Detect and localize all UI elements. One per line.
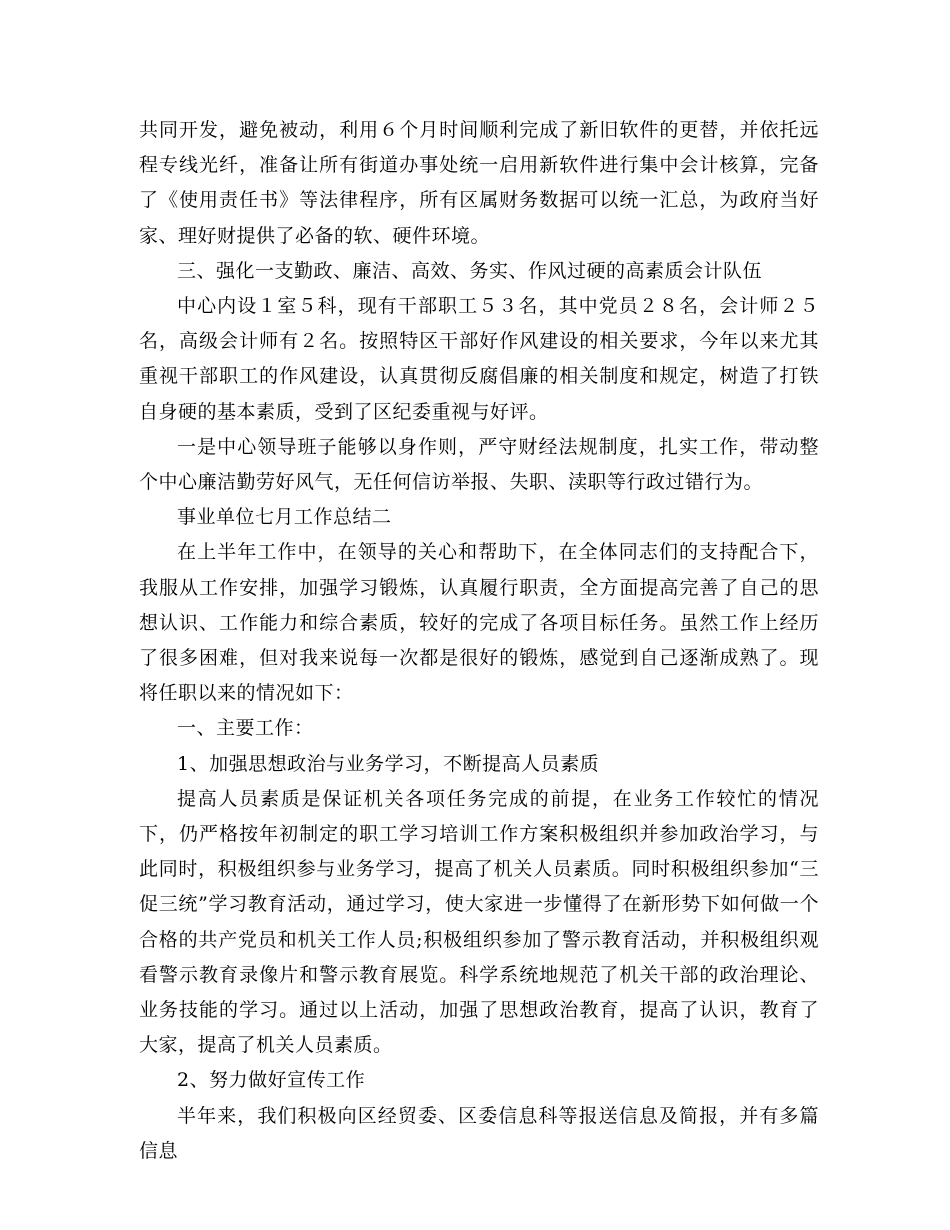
paragraph-intro: 在上半年工作中，在领导的关心和帮助下，在全体同志们的支持配合下，我服从工作安排，加强学习锻炼，认真履行职责，全方面提高完善了自己的思想认识、工作能力和综合素质，较好的完成了各项目标任务。虽然工作上经历了很多困难，但对我来说每一次都是很好的锻炼，感觉到自己逐渐成熟了。现将任职以来的情况如下： <box>139 541 819 705</box>
paragraph-leadership: 一是中心领导班子能够以身作则，严守财经法规制度，扎实工作，带动整个中心廉洁勤劳好风气，无任何信访举报、失职、渎职等行政过错行为。 <box>139 435 819 494</box>
paragraph-study: 提高人员素质是保证机关各项任务完成的前提，在业务工作较忙的情况下，仍严格按年初制定的职工学习培训工作方案积极组织并参加政治学习，与此同时，积极组织参与业务学习，提高了机关人员素质。同时积极组织参加“三促三统”学习教育活动，通过学习，使大家进一步懂得了在新形势下如何做一个合格的共产党员和机关工作人员;积极组织参加了警示教育活动，并积极组织观看警示教育录像片和警示教育展览。科学系统地规范了机关干部的政治理论、业务技能的学习。通过以上活动，加强了思想政治教育，提高了认识，教育了大家，提高了机关人员素质。 <box>139 787 819 1057</box>
section-heading-main-work: 一、主要工作： <box>177 717 314 740</box>
section-heading-accounting-team: 三、强化一支勤政、廉洁、高效、务实、作风过硬的高素质会计队伍 <box>177 259 763 282</box>
paragraph-staff-composition: 中心内设１室５科，现有干部职工５３名，其中党员２８名，会计师２５名，高级会计师有２名。按照特区干部好作风建设的相关要求，今年以来尤其重视干部职工的作风建设，认真贯彻反腐倡廉的相关制度和规定，树造了打铁自身硬的基本素质，受到了区纪委重视与好评。 <box>139 295 819 423</box>
document-body <box>139 113 819 1169</box>
item-heading-study: 1、加强思想政治与业务学习，不断提高人员素质 <box>177 752 600 775</box>
document-subtitle: 事业单位七月工作总结二 <box>177 506 392 529</box>
paragraph-publicity: 半年来，我们积极向区经贸委、区委信息科等报送信息及简报，并有多篇信息 <box>139 1104 819 1162</box>
paragraph-software-upgrade: 共同开发，避免被动，利用６个月时间顺利完成了新旧软件的更替，并依托远程专线光纤，准备让所有街道办事处统一启用新软件进行集中会计核算，完备了《使用责任书》等法律程序，所有区属财务数据可以统一汇总，为政府当好家、理好财提供了必备的软、硬件环境。 <box>139 119 819 247</box>
item-heading-publicity: 2、努力做好宣传工作 <box>177 1069 366 1092</box>
